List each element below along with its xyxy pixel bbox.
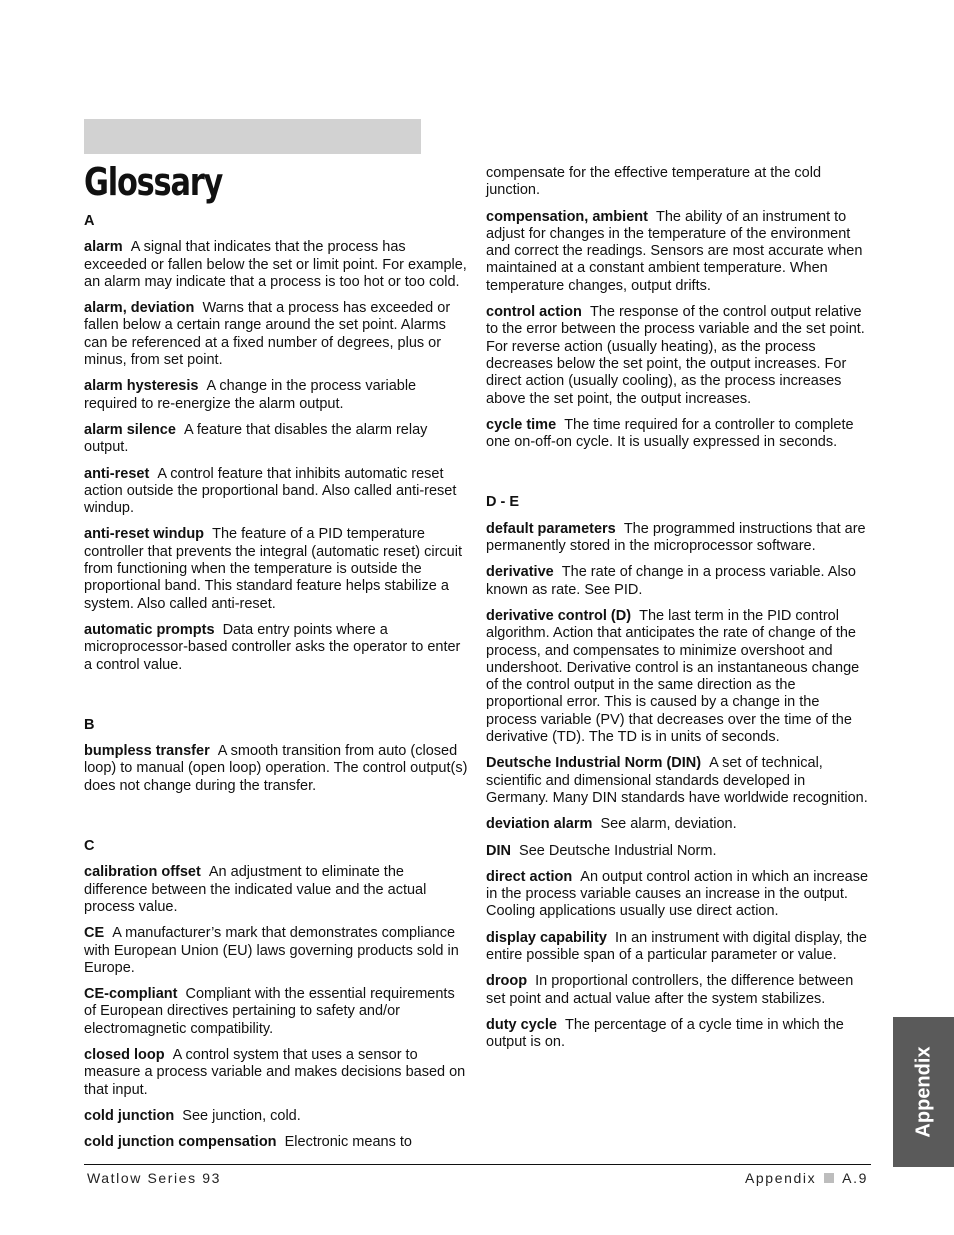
- glossary-entry: [84, 239, 468, 291]
- entries-c: [84, 864, 468, 1151]
- glossary-term: bumpless transfer: [84, 743, 210, 760]
- glossary-term: calibration offset: [84, 864, 201, 881]
- glossary-entry: [486, 869, 870, 921]
- footer-page-number: A.9: [842, 1170, 868, 1186]
- entries-a: [84, 239, 468, 674]
- continuation-text: compensate for the effective temperature at the cold junction.: [486, 165, 822, 199]
- glossary-entry: [486, 816, 870, 833]
- square-icon: [824, 1173, 834, 1183]
- right-column: [486, 165, 870, 1060]
- glossary-entry: [84, 300, 468, 369]
- glossary-term: default parameters: [486, 520, 616, 537]
- glossary-entry: [486, 564, 870, 599]
- glossary-entry: [84, 986, 468, 1038]
- glossary-entry: [84, 378, 468, 413]
- glossary-entry: [84, 1134, 468, 1151]
- section-letter-de: D - E: [486, 494, 520, 511]
- glossary-definition: An output control action in which an increase in the process variable causes an increase in the output. Cooling applications usually use direct action.: [486, 868, 869, 920]
- glossary-definition: An adjustment to eliminate the difference between the indicated value and the actual process value.: [84, 864, 427, 915]
- glossary-entry: [486, 304, 870, 408]
- entries-b: [84, 743, 468, 795]
- glossary-definition: A signal that indicates that the process has exceeded or fallen below the set or limit point. For example, an alarm may indicate that a process is too hot or too cold.: [84, 239, 467, 290]
- glossary-term: closed loop: [84, 1046, 165, 1063]
- glossary-term: alarm hysteresis: [84, 378, 199, 395]
- glossary-term: control action: [486, 304, 582, 321]
- entries-c-continued: [486, 209, 870, 452]
- glossary-definition: A manufacturer’s mark that demonstrates compliance with European Union (EU) laws governing products sold in Europe.: [84, 925, 459, 976]
- glossary-term: compensation, ambient: [486, 208, 648, 225]
- glossary-term: alarm, deviation: [84, 300, 195, 317]
- glossary-definition: A control feature that inhibits automatic reset action outside the proportional band. Also called anti-reset windup.: [84, 465, 457, 517]
- glossary-entry: [84, 422, 468, 457]
- glossary-definition: The last term in the PID control algorithm. Action that anticipates the rate of change of the process, and compensates to minimize overshoot and undershoot. Derivative control is an instantaneous change of the control output in the same direction as the proportional error. This is caused by a change in the process variable (PV) that decreases over the time of the derivative (TD). The TD is in units of seconds.: [486, 607, 860, 746]
- glossary-entry: [486, 521, 870, 556]
- glossary-term: DIN: [486, 842, 511, 859]
- glossary-entry: [486, 843, 870, 860]
- glossary-entry: [486, 973, 870, 1008]
- glossary-entry: [486, 755, 870, 807]
- section-letter-b: B: [84, 716, 95, 733]
- glossary-definition: The response of the control output relative to the error between the process variable and the set point. For reverse action (usually heating), as the process decreases below the set point, the output increases. For direct action (usually cooling), as the process increases above the set point, the output increases.: [486, 304, 865, 407]
- glossary-term: droop: [486, 973, 528, 990]
- glossary-entry: [486, 608, 870, 746]
- glossary-term: cold junction compensation: [84, 1134, 277, 1151]
- glossary-definition: The ability of an instrument to adjust for changes in the temperature of the environment and correct the readings. Sensors are most accurate when maintained at a constant ambient temperature. When temperature changes, output drifts.: [486, 208, 863, 294]
- section-letter-a: A: [84, 213, 95, 229]
- glossary-entry: [486, 1017, 870, 1052]
- glossary-entry: [84, 526, 468, 612]
- glossary-definition: See junction, cold.: [182, 1107, 301, 1124]
- side-tab-label: Appendix: [912, 1046, 934, 1138]
- glossary-entry: [486, 417, 870, 452]
- glossary-entry: [84, 864, 468, 916]
- glossary-entry: [84, 622, 468, 674]
- glossary-term: cold junction: [84, 1107, 175, 1124]
- glossary-term: anti-reset: [84, 465, 150, 482]
- glossary-term: cycle time: [486, 416, 557, 433]
- glossary-term: derivative: [486, 564, 554, 581]
- glossary-term: Deutsche Industrial Norm (DIN): [486, 755, 702, 772]
- glossary-definition: The programmed instructions that are permanently stored in the microprocessor software.: [486, 520, 866, 555]
- glossary-entry: [84, 743, 468, 795]
- glossary-term: alarm silence: [84, 421, 176, 438]
- glossary-definition: The percentage of a cycle time in which the output is on.: [486, 1016, 844, 1051]
- glossary-entry: [486, 930, 870, 965]
- glossary-term: direct action: [486, 868, 573, 885]
- glossary-definition: A feature that disables the alarm relay output.: [84, 421, 428, 456]
- glossary-entry: [84, 1047, 468, 1099]
- glossary-definition: In an instrument with digital display, the entire possible span of a particular parameter or value.: [486, 929, 867, 963]
- glossary-definition: Warns that a process has exceeded or fallen below a certain range around the set point. Alarms can be referenced at a fixed number of degrees, plus or minus, from set point.: [84, 300, 451, 369]
- glossary-term: duty cycle: [486, 1016, 557, 1033]
- glossary-entry: [486, 209, 870, 295]
- glossary-term: CE: [84, 925, 105, 942]
- glossary-definition: Compliant with the essential requirements of European directives pertaining to safety and/or electromagnetic compatibility.: [84, 986, 455, 1037]
- page-title: Glossary: [84, 160, 223, 204]
- glossary-definition: See alarm, deviation.: [600, 816, 737, 833]
- glossary-definition: The rate of change in a process variable. Also known as rate. See PID.: [486, 564, 856, 598]
- title-bar: [84, 119, 421, 154]
- glossary-definition: Electronic means to: [284, 1134, 412, 1151]
- footer-page-info: [745, 1170, 868, 1186]
- glossary-definition: In proportional controllers, the difference between set point and actual value after the system stabilizes.: [486, 973, 854, 1007]
- glossary-definition: A control system that uses a sensor to measure a process variable and makes decisions based on that input.: [84, 1046, 466, 1098]
- glossary-definition: The feature of a PID temperature controller that prevents the integral (automatic reset) circuit from functioning when the temperature is outside the proportional band. This standard feature helps stabilize a system. Also called anti-reset.: [84, 526, 462, 612]
- footer-section: Appendix: [744, 1170, 817, 1186]
- glossary-entry: [84, 1108, 468, 1125]
- glossary-term: alarm: [84, 239, 123, 256]
- footer-publication: Watlow Series 93: [87, 1170, 222, 1186]
- entries-de: [486, 521, 870, 1052]
- glossary-term: deviation alarm: [486, 816, 593, 833]
- glossary-term: automatic prompts: [84, 621, 215, 638]
- side-tab: [893, 1017, 954, 1167]
- glossary-entry: [84, 925, 468, 977]
- glossary-definition: See Deutsche Industrial Norm.: [519, 842, 717, 859]
- glossary-definition: Data entry points where a microprocessor-based controller asks the operator to enter a control value.: [84, 621, 461, 673]
- glossary-term: display capability: [486, 929, 607, 946]
- glossary-definition: A change in the process variable required to re-energize the alarm output.: [84, 378, 417, 412]
- section-letter-c: C: [84, 838, 95, 855]
- glossary-definition: The time required for a controller to complete one on-off-on cycle. It is usually expressed in seconds.: [486, 416, 854, 451]
- left-column: [84, 213, 468, 1160]
- glossary-term: CE-compliant: [84, 986, 178, 1003]
- footer-rule: [84, 1164, 871, 1165]
- glossary-term: anti-reset windup: [84, 526, 205, 543]
- glossary-entry: [84, 466, 468, 518]
- glossary-definition: A smooth transition from auto (closed loop) to manual (open loop) operation. The control output(s) does not change during the transfer.: [84, 743, 468, 794]
- glossary-term: derivative control (D): [486, 607, 632, 624]
- glossary-definition: A set of technical, scientific and dimensional standards developed in Germany. Many DIN standards have worldwide recognition.: [486, 755, 868, 806]
